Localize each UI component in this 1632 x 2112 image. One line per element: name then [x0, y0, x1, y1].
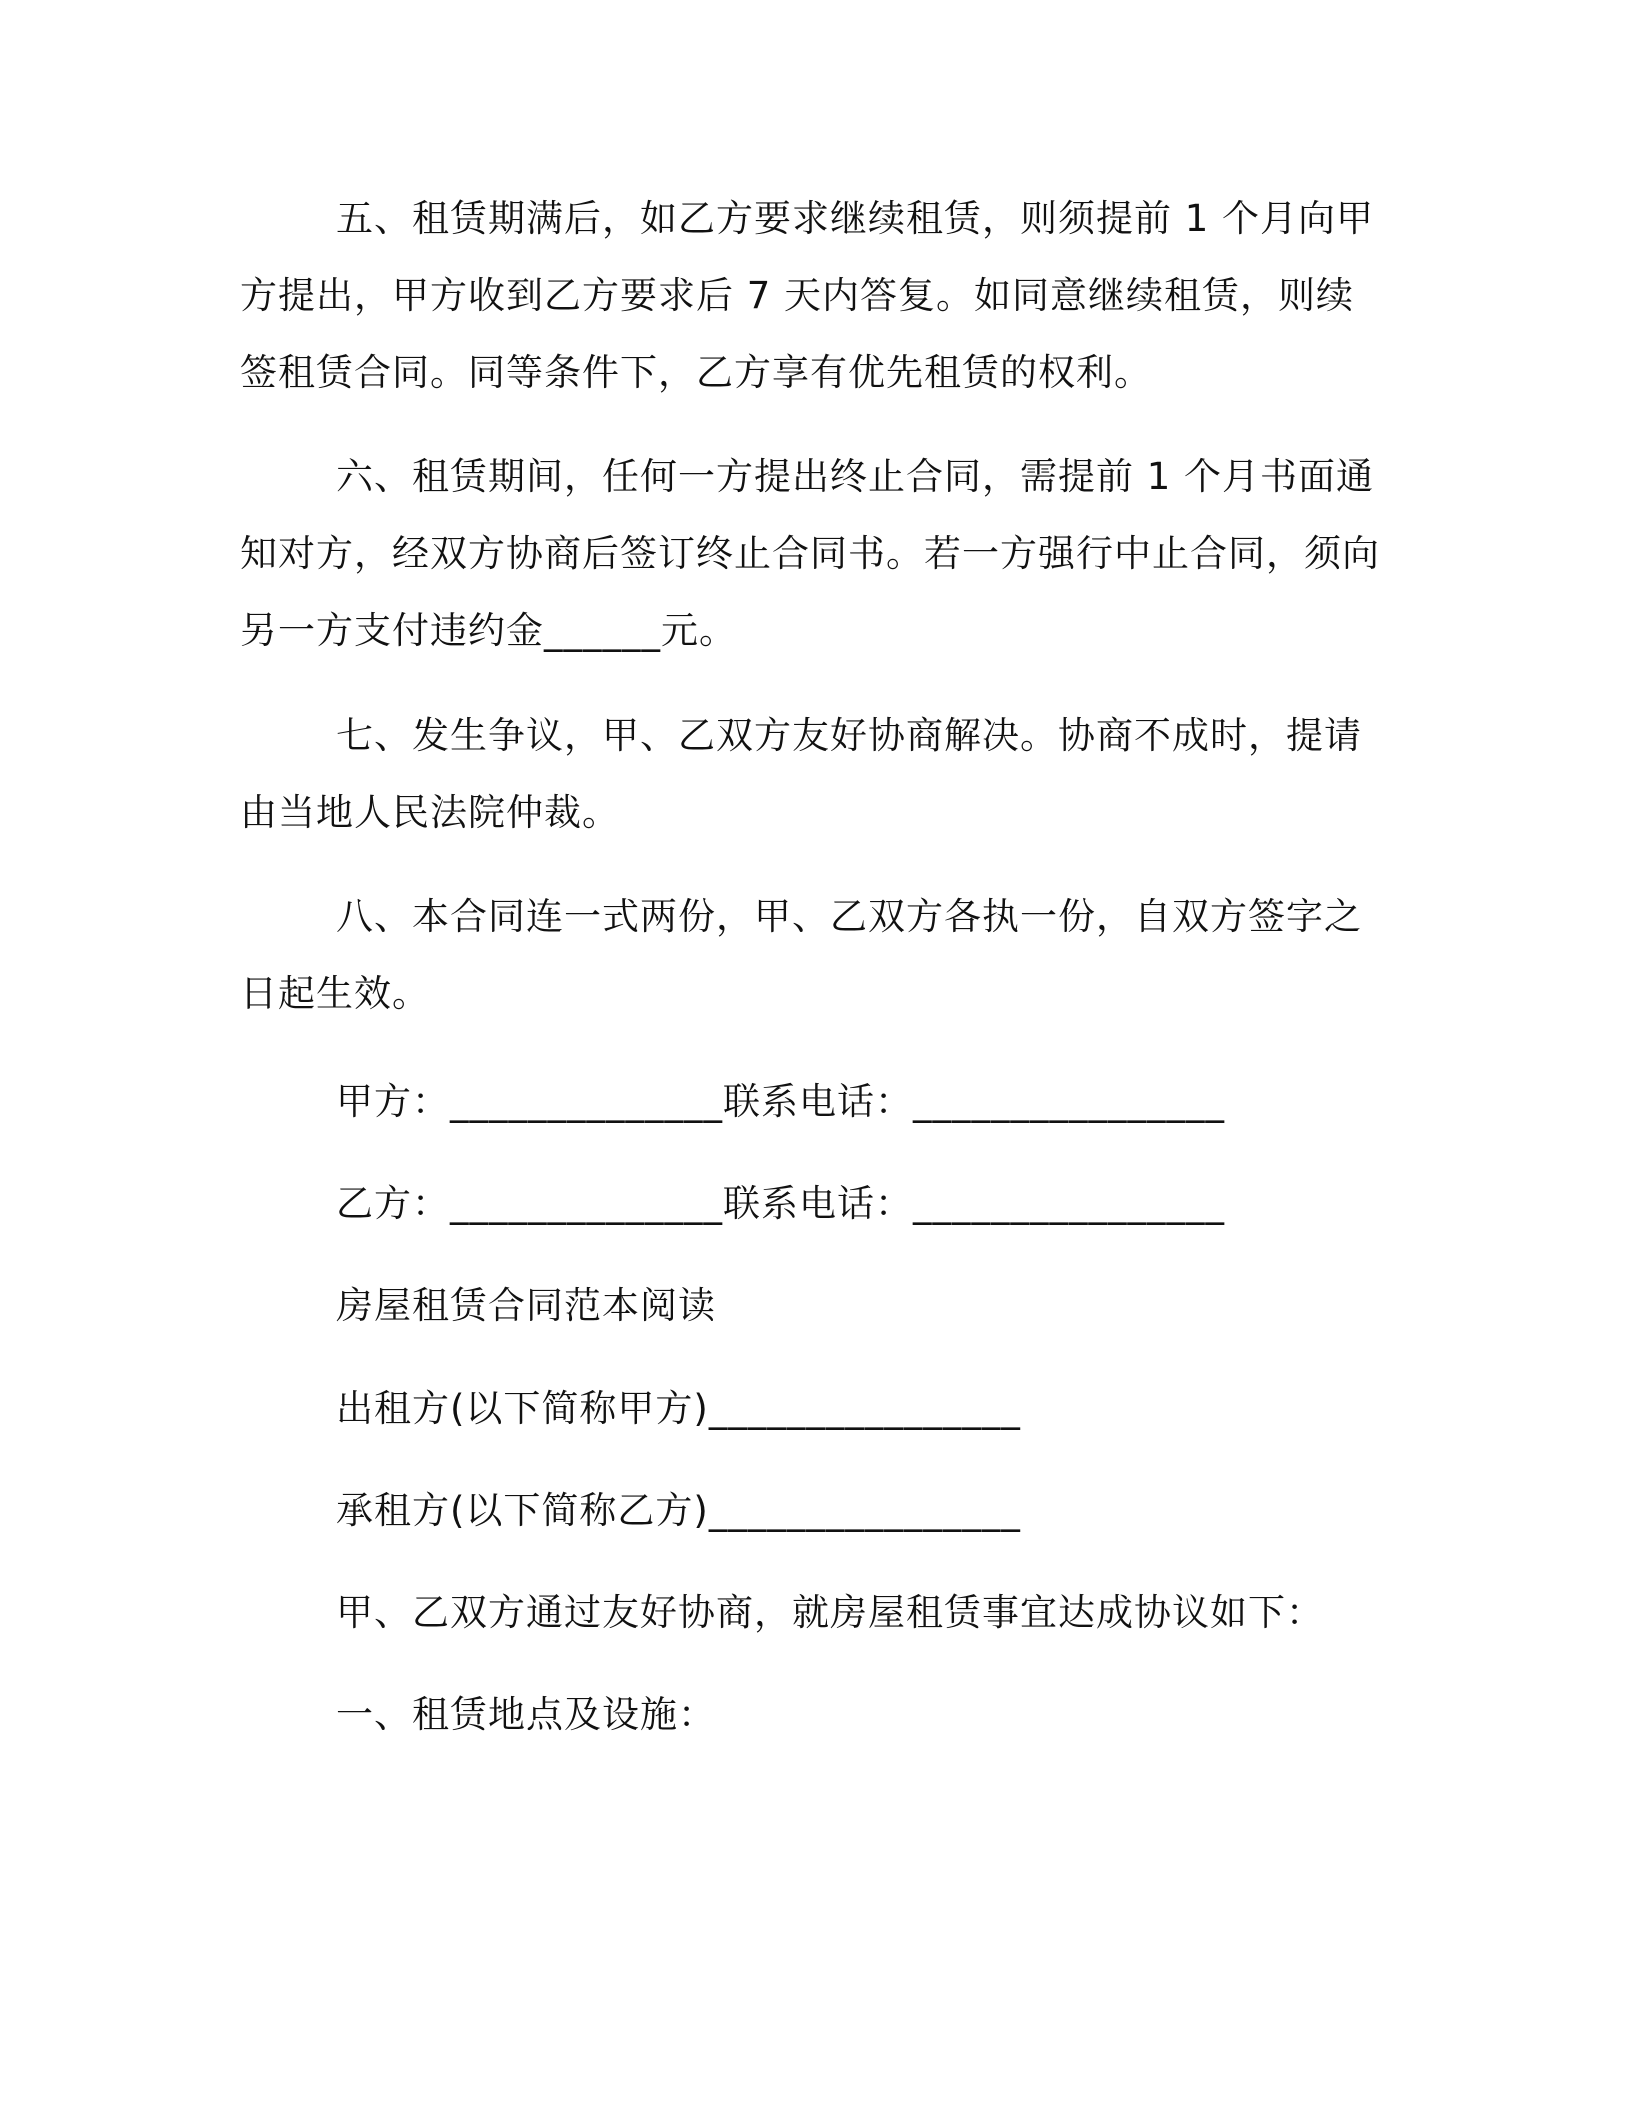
preamble-line: 甲、乙双方通过友好协商，就房屋租赁事宜达成协议如下：: [336, 1591, 1324, 1634]
clause-6-text: 六、租赁期间，任何一方提出终止合同，需提前 1 个月书面通知对方，经双方协商后签订终止合同书。若一方强行中止合同，须向另一方支付违约金______元。: [240, 455, 1380, 652]
clause-8-text: 八、本合同连一式两份，甲、乙双方各执一份，自双方签字之日起生效。: [240, 895, 1362, 1015]
clause-5-text: 五、租赁期满后，如乙方要求继续租赁，则须提前 1 个月向甲方提出，甲方收到乙方要求后 7 天内答复。如同意继续租赁，则续签租赁合同。同等条件下，乙方享有优先租赁的权利。: [240, 197, 1375, 394]
clause-5: [240, 180, 1380, 411]
party-b-signature-line: 乙方：______________联系电话：________________: [336, 1182, 1225, 1225]
clause-8: [240, 878, 1380, 1032]
clause-7: [240, 697, 1380, 851]
second-contract-title: 房屋租赁合同范本阅读: [336, 1284, 716, 1327]
clause-6: [240, 438, 1380, 669]
lessee-line: 承租方(以下简称乙方)________________: [336, 1489, 1021, 1532]
lessor-line: 出租方(以下简称甲方)________________: [336, 1387, 1021, 1430]
party-a-signature-line: 甲方：______________联系电话：________________: [336, 1080, 1225, 1123]
clause-7-text: 七、发生争议，甲、乙双方友好协商解决。协商不成时，提请由当地人民法院仲裁。: [240, 714, 1362, 834]
section-1-heading: 一、租赁地点及设施：: [336, 1693, 716, 1736]
